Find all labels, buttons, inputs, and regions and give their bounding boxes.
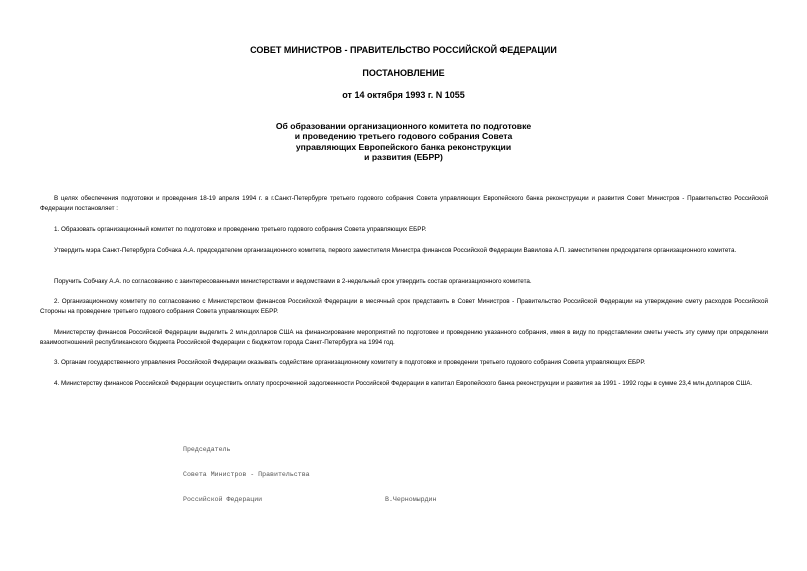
paragraph-4: 4. Министерству финансов Российской Федерации осуществить оплату просроченной задолженности Российской Федерации в капитал Европейского банка реконструкции и развития за 1991 - 1992 годы в сумме 23,4 млн.долларов США. <box>54 380 753 387</box>
signature-title-line: Совета Министров - Правительства <box>183 471 310 479</box>
paragraph-3: 3. Органам государственного управления Российской Федерации оказывать содействие организационному комитету в подготовке и проведении третьего годового собрания Совета управляющих ЕБРР. <box>54 359 646 366</box>
signature-title-line <box>183 496 437 504</box>
document-date-number: от 14 октября 1993 г. N 1055 <box>342 90 465 100</box>
paragraph-2-funding: Министерству финансов Российской Федерации выделить 2 млн.долларов США на финансирование мероприятий по подготовке и проведению указанного собрания, имея в виду по представлении сметы учесть эту сумму при определении взаимоотношений республиканского бюджета Российской Федерации с бюджетом города Санкт-Петербурга на 1994 год. <box>40 329 768 346</box>
title-line: управляющих Европейского банка реконструкции <box>295 141 512 152</box>
paragraph-2: 2. Организационному комитету по согласованию с Министерством финансов Российской Федерации в месячный срок представить в Совет Министров - Правительство Российской Федерации на утверждение смету расходов Российской Стороны на проведение третьего годового собрания Совета управляющих ЕБРР. <box>40 298 768 315</box>
document-title <box>0 121 807 163</box>
title-line: и проведению третьего годового собрания Совета <box>294 131 513 142</box>
signature-title-line: Председатель <box>183 445 231 453</box>
signature-title-text: Российской Федерации <box>183 496 263 504</box>
paragraph-preamble: В целях обеспечения подготовки и проведения 18-19 апреля 1994 г. в г.Санкт-Петербурге третьего годового собрания Совета управляющих Европейского банка реконструкции и развития Совет Министров - Правительство Российской Федерации постановляет : <box>40 195 768 212</box>
issuing-authority: СОВЕТ МИНИСТРОВ - ПРАВИТЕЛЬСТВО РОССИЙСКОЙ ФЕДЕРАЦИИ <box>250 45 557 55</box>
paragraph-1: 1. Образовать организационный комитет по подготовке и проведению третьего годового собрания Совета управляющих ЕБРР. <box>54 226 427 233</box>
paragraph-1-instruct: Поручить Собчаку А.А. по согласованию с заинтересованными министерствами и ведомствами в 2-недельный срок утвердить состав организационного комитета. <box>54 278 532 285</box>
title-line: и развития (ЕБРР) <box>364 152 443 163</box>
title-line: Об образовании организационного комитета по подготовке <box>275 121 532 131</box>
signature-block <box>183 429 437 521</box>
signatory-name: В.Черномырдин <box>385 496 437 504</box>
paragraph-1-approve: Утвердить мэра Санкт-Петербурга Собчака А.А. председателем организационного комитета, первого заместителя Министра финансов Российской Федерации Вавилова А.П. заместителем председателя организационного комитета. <box>54 247 737 254</box>
document-type: ПОСТАНОВЛЕНИЕ <box>362 68 445 78</box>
